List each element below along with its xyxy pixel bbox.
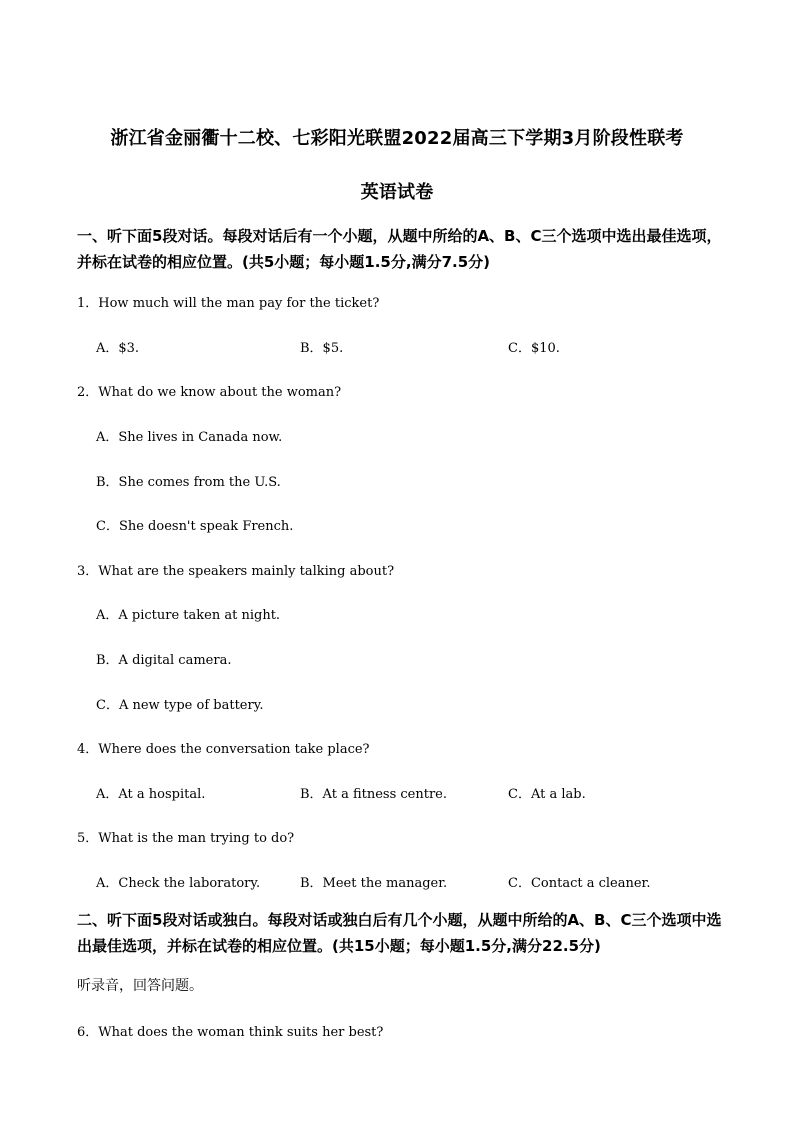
option-c: C．At a lab. (508, 787, 586, 802)
option-a: A．She lives in Canada now. (96, 430, 283, 445)
question-stem: 5．What is the man trying to do? (77, 831, 295, 846)
option-a: A．At a hospital. (96, 787, 206, 802)
question-stem: 3．What are the speakers mainly talking about? (77, 564, 395, 579)
option-b: B．She comes from the U.S. (96, 475, 281, 490)
listening-instruction: 听录音，回答问题。 (77, 978, 203, 994)
part2-header: 二、听下面5段对话或独白。每段对话或独白后有几个小题，从题中所给的A、B、C三个选项中选出最佳选项，并标在试卷的相应位置。(共15小题；每小题1.5分,满分22.5分) (77, 911, 722, 955)
question-stem: 6．What does the woman think suits her best? (77, 1025, 384, 1040)
question-stem: 2．What do we know about the woman? (77, 385, 342, 400)
question-stem: 4．Where does the conversation take place? (77, 742, 370, 757)
option-b: B．At a fitness centre. (300, 787, 447, 802)
option-b: B．$5. (300, 341, 344, 356)
option-a: A．Check the laboratory. (96, 876, 261, 891)
option-c: C．She doesn't speak French. (96, 519, 294, 534)
option-b: B．A digital camera. (96, 653, 232, 668)
part1-header: 一、听下面5段对话。每段对话后有一个小题，从题中所给的A、B、C三个选项中选出最佳选项，并标在试卷的相应位置。(共5小题；每小题1.5分,满分7.5分) (77, 227, 722, 271)
option-a: A．A picture taken at night. (96, 608, 281, 623)
option-c: C．A new type of battery. (96, 698, 264, 713)
exam-subtitle: 英语试卷 (360, 182, 434, 203)
option-c: C．$10. (508, 341, 560, 356)
option-c: C．Contact a cleaner. (508, 876, 651, 891)
option-a: A．$3. (96, 341, 140, 356)
option-b: B．Meet the manager. (300, 876, 448, 891)
question-stem: 1．How much will the man pay for the ticket? (77, 296, 380, 311)
exam-title: 浙江省金丽衢十二校、七彩阳光联盟2022届高三下学期3月阶段性联考 (110, 128, 684, 149)
